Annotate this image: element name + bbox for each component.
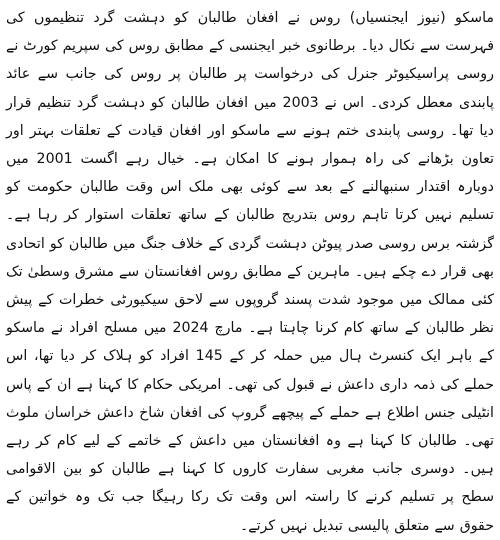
article-body: ماسکو (نیوز ایجنسیاں) روس نے افغان طالبان کو دہشت گرد تنظیموں کی فہرست سے نکال دیا۔ برطانوی خبر ایجنسی کے مطابق روس کی سپریم کورٹ نے روسی پراسیکیوٹر جنرل کی درخواست پر طالبان پر روس کی جانب سے عائد پابندی معطل کردی۔ اس نے 2003 میں افغان طالبان کو دہشت گرد تنظیم قرار دیا تھا۔ روسی پابندی ختم ہونے سے ماسکو اور افغان قیادت کے تعلقات بہتر اور تعاون بڑھانے کی راہ ہموار ہونے کا امکان ہے۔ خیال رہے اگست 2001 میں دوبارہ اقتدار سنبھالنے کے بعد سے کوئی بھی ملک اس وقت طالبان حکومت کو تسلیم نہیں کرتا تاہم روس بتدریج طالبان کے ساتھ تعلقات استوار کر رہا ہے۔ گزشتہ برس روسی صدر پیوٹن دہشت گردی کے خلاف جنگ میں طالبان کو اتحادی بھی قرار دے چکے ہیں۔ ماہرین کے مطابق روس افغانستان سے مشرق وسطیٰ تک کئی ممالک میں موجود شدت پسند گروپوں سے لاحق سیکیورٹی خطرات کے پیش نظر طالبان کے ساتھ کام کرنا چاہتا ہے۔ مارچ 2024 میں مسلح افراد نے ماسکو کے باہر ایک کنسرٹ ہال میں حملہ کر کے 145 افراد کو ہلاک کر دیا تھا، اس حملے کی ذمہ داری داعش نے قبول کی تھی۔ امریکی حکام کا کہنا ہے ان کے پاس انٹیلی جنس اطلاع ہے حملے کے پیچھے گروپ کی افغان شاخ داعش خراسان ملوث تھی۔ طالبان کا کہنا ہے وہ افغانستان میں داعش کے خاتمے کے لیے کام کر رہے ہیں۔ دوسری جانب مغربی سفارت کاروں کا کہنا ہے طالبان کو بین الاقوامی سطح پر تسلیم کرنے کا راستہ اس وقت تک رکا رہیگا جب تک وہ خواتین کے حقوق سے متعلق پالیسی تبدیل نہیں کرتے۔	[5, 10, 495, 534]
